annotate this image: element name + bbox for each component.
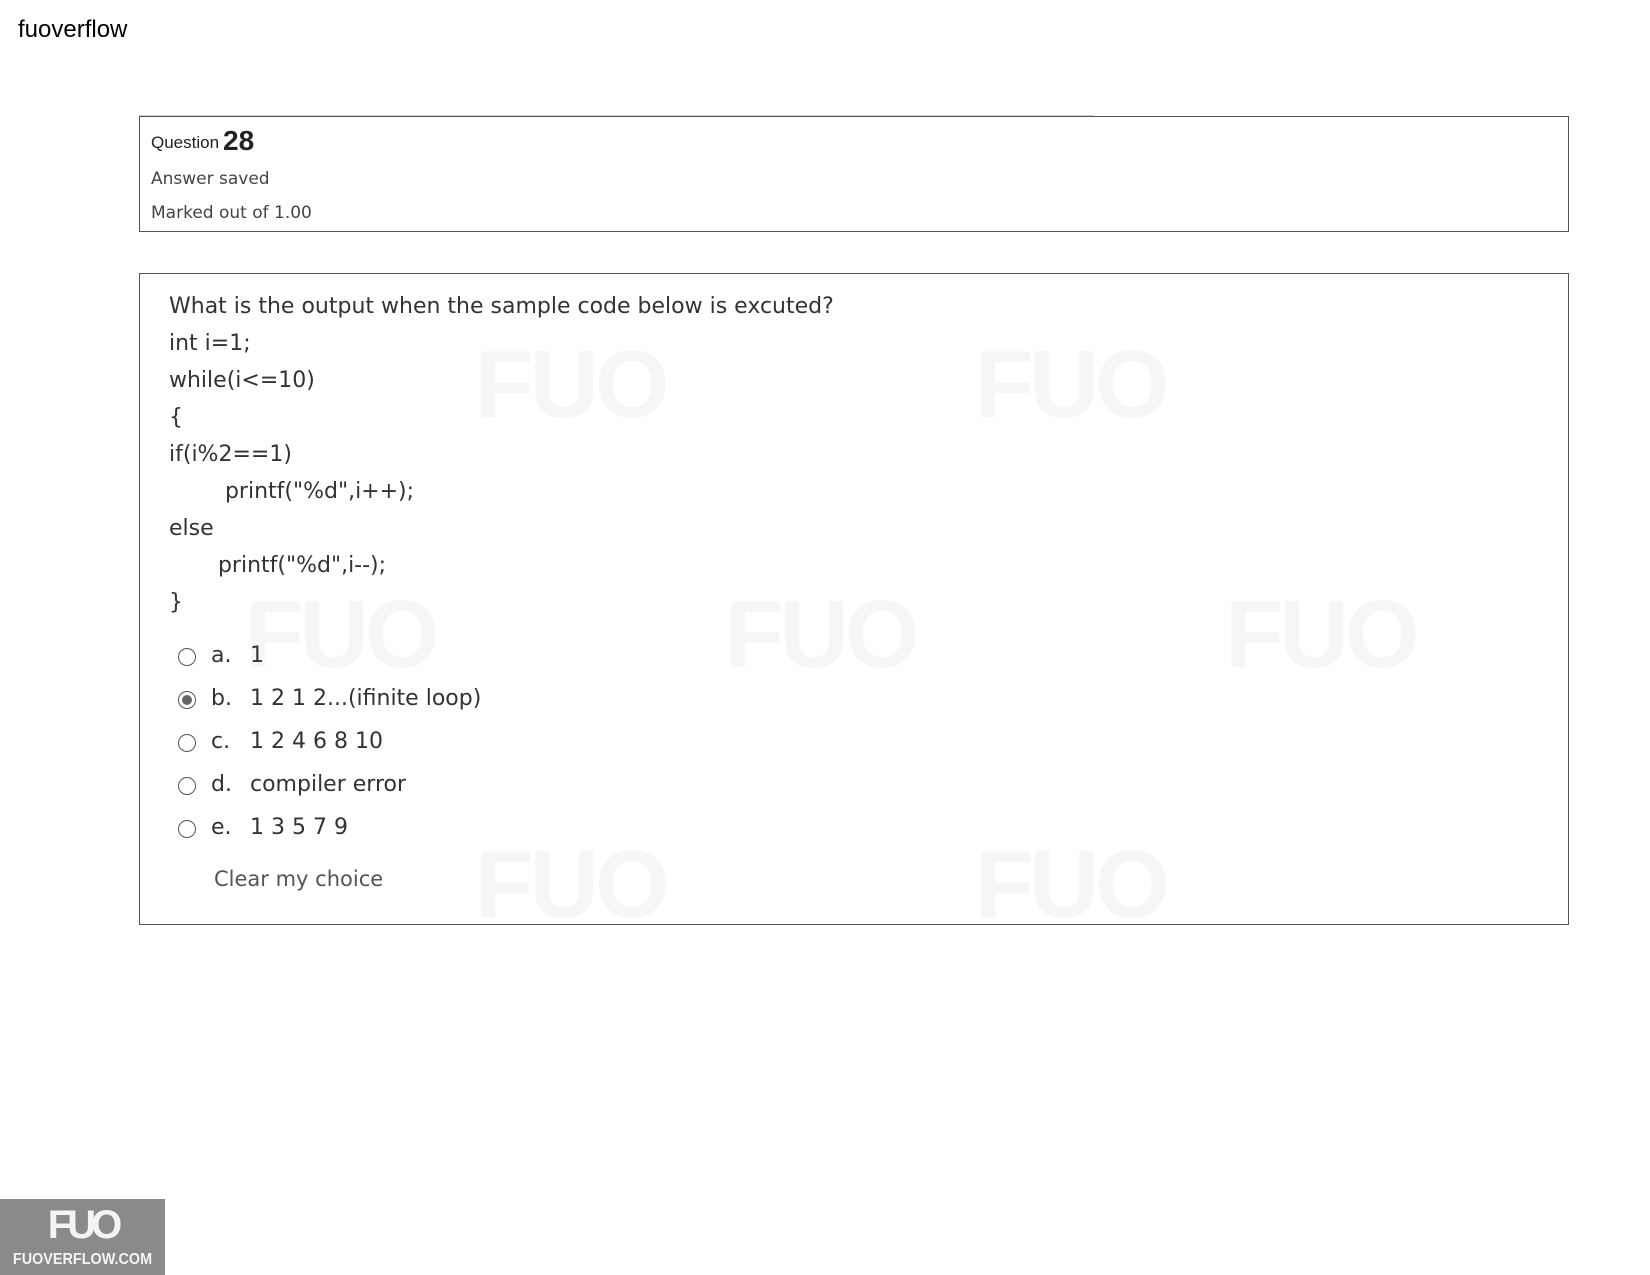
radio-button-a[interactable]	[178, 648, 196, 666]
code-line: }	[169, 590, 183, 615]
code-line: printf("%d",i--);	[169, 553, 387, 578]
code-line: else	[169, 516, 214, 541]
question-state: Answer saved	[151, 169, 270, 189]
answer-text: 1 3 5 7 9	[250, 814, 348, 840]
logo-text: FUOVERFLOW.COM	[12, 1251, 153, 1268]
code-line: while(i<=10)	[169, 368, 315, 393]
radio-button-e[interactable]	[178, 820, 196, 838]
radio-button-d[interactable]	[178, 777, 196, 795]
radio-button-b[interactable]	[178, 691, 196, 709]
question-text-line: What is the output when the sample code below is excuted?	[169, 294, 834, 319]
question-info-panel	[139, 116, 1569, 232]
answer-letter: d.	[211, 771, 232, 797]
answer-text: compiler error	[250, 771, 407, 797]
answer-letter: b.	[211, 685, 232, 711]
answer-option-a[interactable]	[178, 640, 678, 670]
answer-option-b[interactable]	[178, 683, 678, 713]
fuoverflow-logo[interactable]	[0, 1199, 165, 1275]
answer-letter: e.	[211, 814, 232, 840]
code-line: {	[169, 405, 183, 430]
answer-letter: a.	[211, 642, 232, 668]
question-label	[151, 125, 254, 157]
radio-button-c[interactable]	[178, 734, 196, 752]
question-grade: Marked out of 1.00	[151, 203, 312, 223]
answer-option-c[interactable]	[178, 726, 678, 756]
answer-text: 1 2 1 2...(ifinite loop)	[250, 685, 482, 711]
code-line: printf("%d",i++);	[169, 479, 415, 504]
logo-mark: FUO	[47, 1203, 118, 1247]
site-title: fuoverflow	[18, 16, 128, 43]
answer-letter: c.	[211, 728, 231, 754]
question-text	[169, 288, 834, 621]
question-label-text: Question	[151, 133, 220, 152]
code-line: if(i%2==1)	[169, 442, 292, 467]
clear-my-choice-link[interactable]: Clear my choice	[214, 867, 384, 891]
answer-text: 1	[250, 642, 264, 668]
answer-option-e[interactable]	[178, 812, 678, 842]
code-line: int i=1;	[169, 331, 251, 356]
question-number: 28	[223, 125, 255, 156]
answer-option-d[interactable]	[178, 769, 678, 799]
answer-text: 1 2 4 6 8 10	[250, 728, 383, 754]
